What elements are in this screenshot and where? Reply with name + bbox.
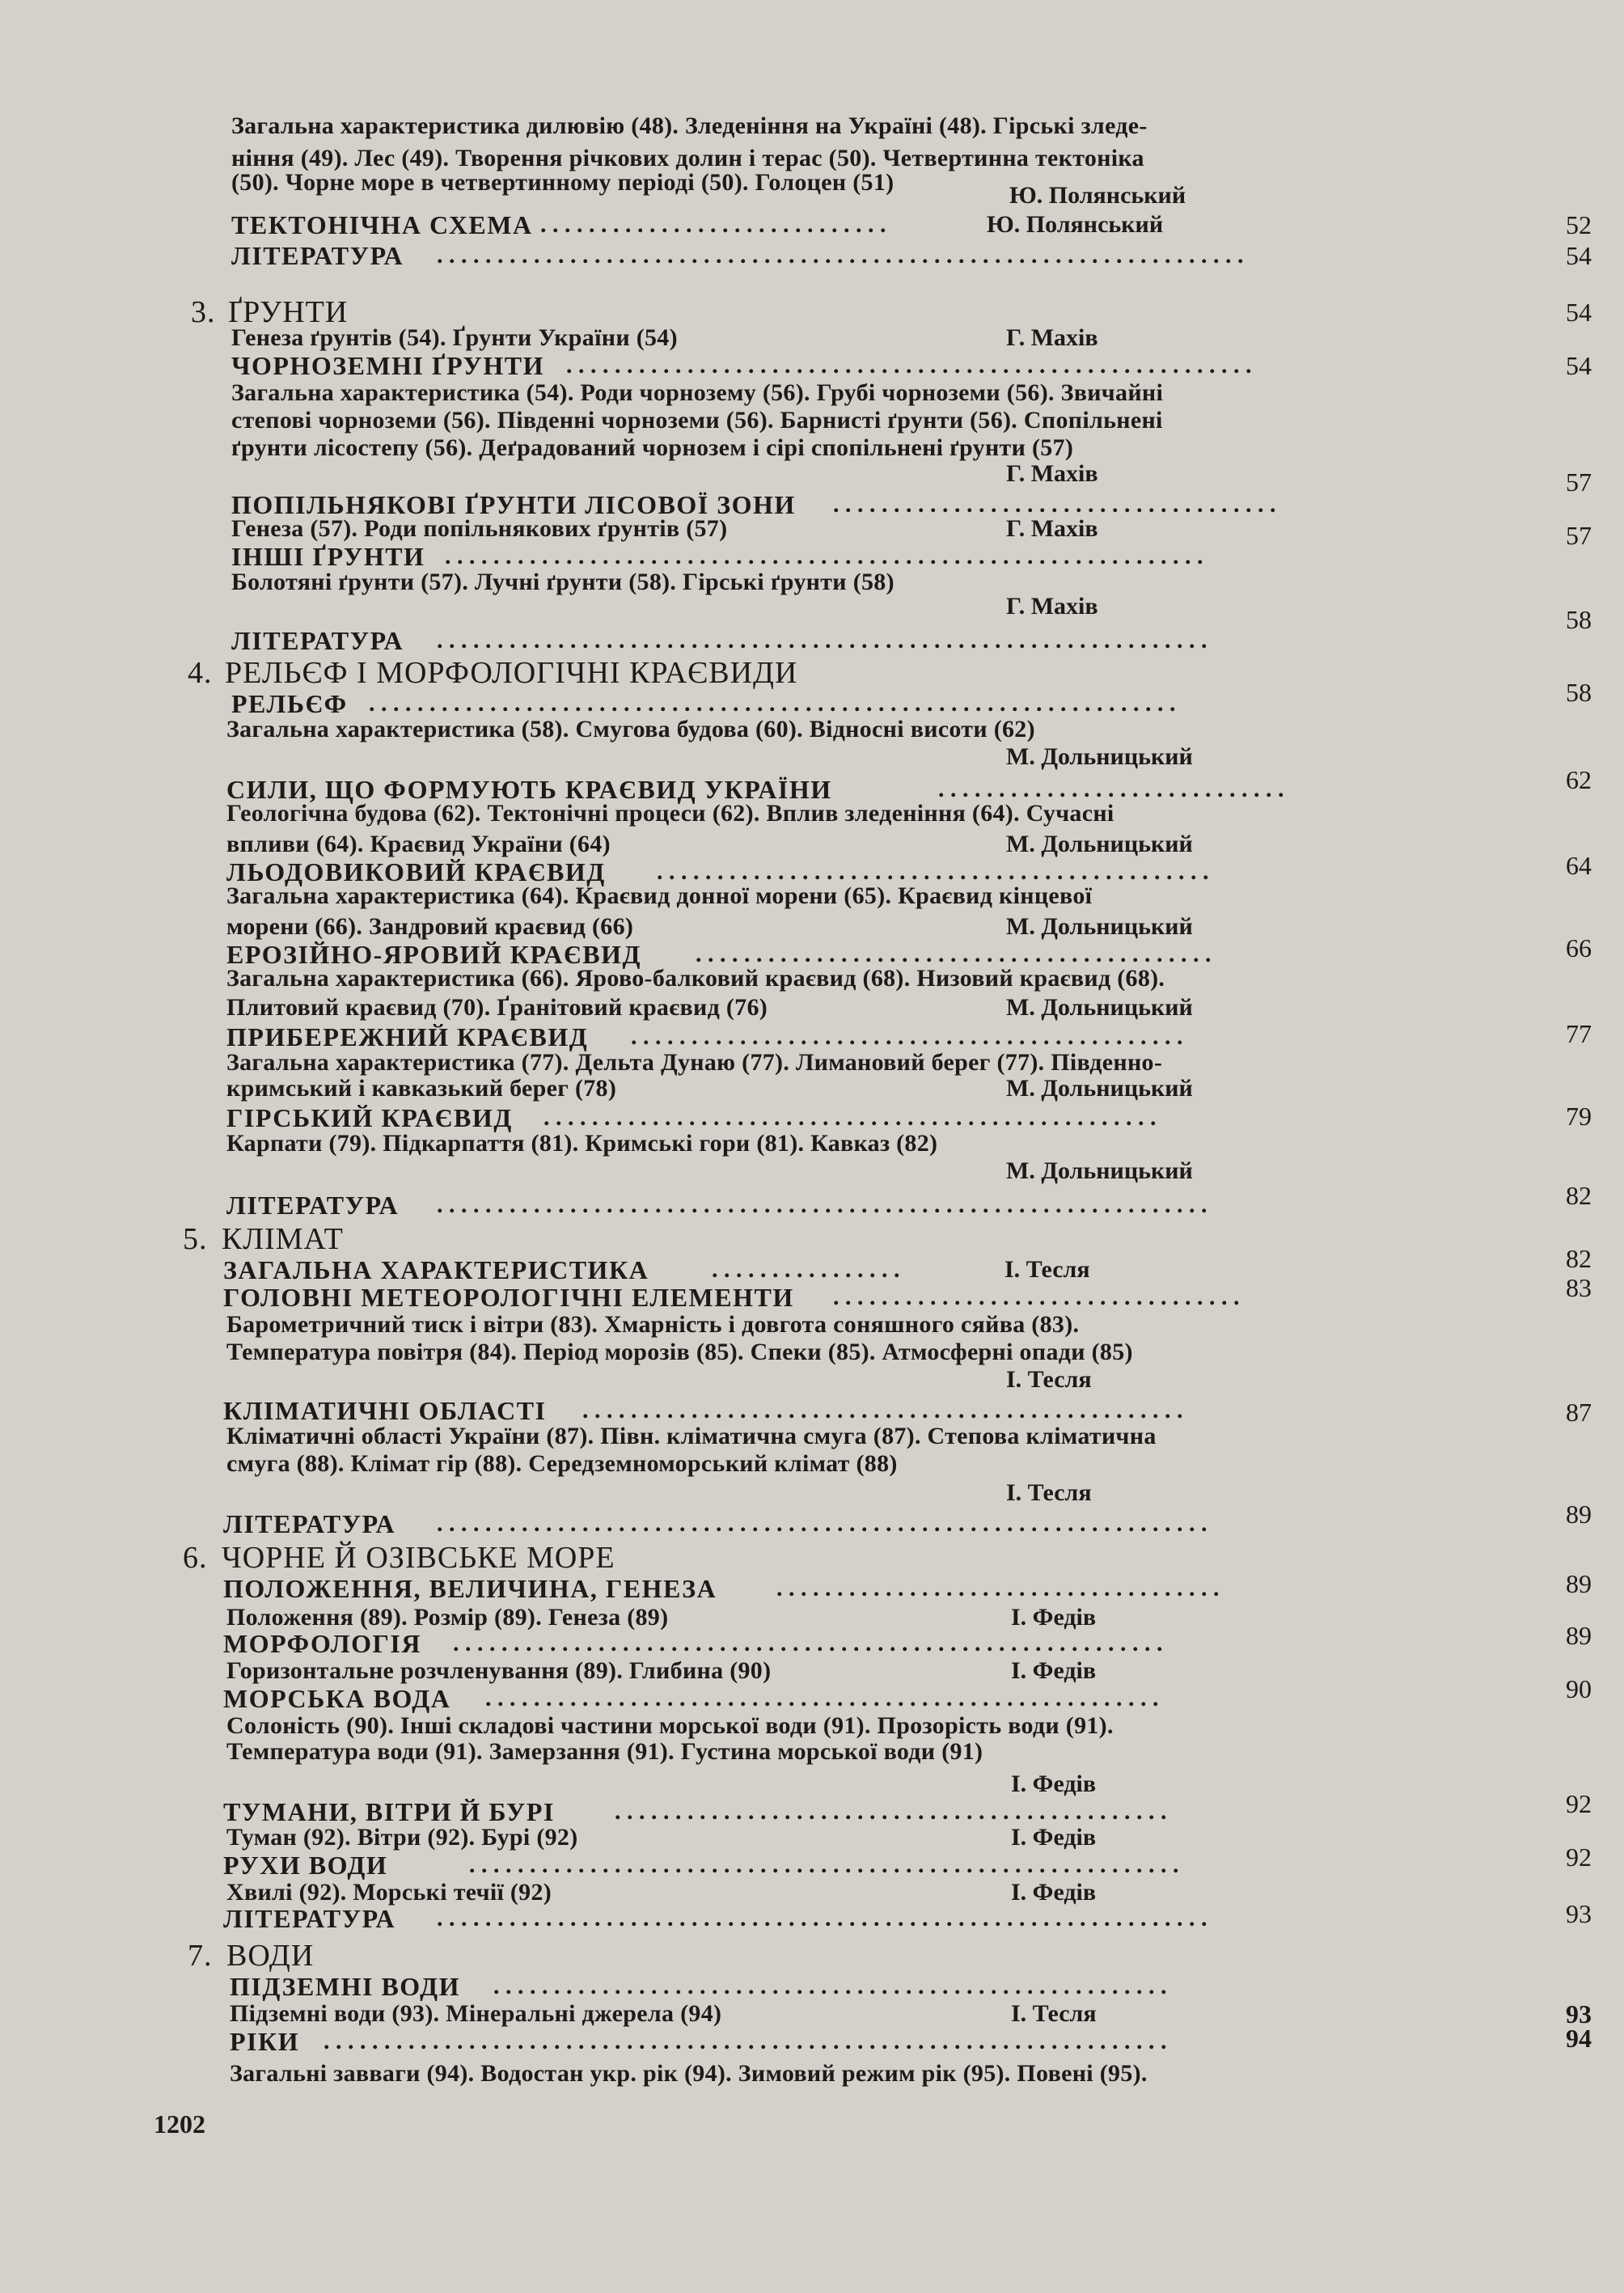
toc-text: Горизонтальне розчленування (89). Глибина (90) <box>226 1657 772 1684</box>
leader-dots: . . . . . . . . . . . . . . . . . . . . . . . . . . . . . . . . . . . . . . . . . . . . . . . . . . . . . . . . . . . . . . . . . . . . . . <box>324 2028 1167 2054</box>
toc-entry <box>0 239 1624 272</box>
toc-line <box>0 110 1624 142</box>
chapter-number: 4. <box>188 656 213 690</box>
leader-dots: . . . . . . . . . . . . . . . . . . . . . . . . . . . . . . . . . . . . . . . . . . . . . . . . . . . . . . . . . . . . . . . <box>445 543 1203 569</box>
leader-dots: . . . . . . . . . . . . . . . . . . . . . . . . . . . . . . . . . . . . . . . . . . . . . . . . . . . . . . . . . . . <box>469 1851 1179 1878</box>
toc-author: Ю. Полянський <box>987 211 1164 238</box>
leader-dots: . . . . . . . . . . . . . . . . . . . . . . . . . . . . . . . . . . . . . . . . . . . . . . . . . . . . . . . . <box>485 1685 1159 1711</box>
chapter-title: ЧОРНЕ Й ОЗІВСЬКЕ МОРЕ <box>222 1541 615 1575</box>
toc-entry-title: МОРСЬКА ВОДА <box>223 1684 451 1713</box>
toc-text: Загальна характеристика (54). Роди чорнозему (56). Грубі чорноземи (56). Звичайні <box>231 379 1164 406</box>
toc-entry-title: РІКИ <box>230 2027 300 2056</box>
toc-text: впливи (64). Краєвид України (64) <box>226 831 611 857</box>
toc-author: Г. Махів <box>1006 593 1098 620</box>
toc-page-number: 83 <box>1566 1273 1592 1302</box>
leader-dots: . . . . . . . . . . . . . . . . . . . . . . . . . . . . . . . . . . <box>833 1284 1240 1310</box>
toc-text: Загальна характеристика (64). Краєвид донної морени (65). Краєвид кінцевої <box>226 882 1093 909</box>
toc-entry-title: ТУМАНИ, ВІТРИ Й БУРІ <box>223 1797 555 1826</box>
toc-entry-title: МОРФОЛОГІЯ <box>223 1629 421 1658</box>
toc-entry-title: ТЕКТОНІЧНА СХЕМА <box>231 210 533 239</box>
toc-line <box>0 1736 1624 1768</box>
toc-page-number: 57 <box>1566 467 1592 497</box>
toc-page-number: 89 <box>1566 1500 1592 1529</box>
toc-entry <box>0 2025 1624 2058</box>
toc-entry-title: ЛІТЕРАТУРА <box>231 626 404 655</box>
toc-author: І. Тесля <box>1004 1256 1090 1283</box>
toc-page-number: 58 <box>1566 605 1592 634</box>
toc-entry-title: ПОПІЛЬНЯКОВІ ҐРУНТИ ЛІСОВОЇ ЗОНИ <box>231 490 796 519</box>
leader-dots: . . . . . . . . . . . . . . . . <box>712 1256 900 1283</box>
toc-entry-title: ЛІТЕРАТУРА <box>223 1509 396 1538</box>
toc-author: Г. Махів <box>1006 515 1098 542</box>
toc-page-number: 82 <box>1566 1244 1592 1273</box>
toc-entry-title: ІНШІ ҐРУНТИ <box>231 542 425 571</box>
toc-page-number: 52 <box>1566 210 1592 239</box>
leader-dots: . . . . . . . . . . . . . . . . . . . . . . . . . . . . . . . . . . . . . . . . . . . . . . . . . . <box>582 1397 1183 1424</box>
toc-entry-title: СИЛИ, ЩО ФОРМУЮТЬ КРАЄВИД УКРАЇНИ <box>226 775 832 804</box>
toc-entry <box>0 1902 1624 1935</box>
toc-text: смуга (88). Клімат гір (88). Середземноморський клімат (88) <box>226 1450 898 1477</box>
toc-text: Температура води (91). Замерзання (91). Густина морської води (91) <box>226 1738 983 1765</box>
toc-entry-title: ПІДЗЕМНІ ВОДИ <box>230 1972 460 2001</box>
toc-page-number: 92 <box>1566 1842 1592 1872</box>
toc-entry <box>0 624 1624 657</box>
toc-page-number: 82 <box>1566 1181 1592 1210</box>
toc-page-number: 58 <box>1566 678 1592 707</box>
toc-page-number: 94 <box>1566 2024 1592 2053</box>
chapter-title: КЛІМАТ <box>222 1222 344 1256</box>
toc-author: М. Дольницький <box>1006 831 1193 857</box>
toc-text: Загальна характеристика (66). Ярово-балковий краєвид (68). Низовий краєвид (68). <box>226 965 1165 992</box>
chapter-number: 5. <box>183 1222 208 1256</box>
toc-text: Карпати (79). Підкарпаття (81). Кримські гори (81). Кавказ (82) <box>226 1130 938 1157</box>
toc-text: Туман (92). Вітри (92). Бурі (92) <box>226 1824 578 1851</box>
leader-dots: . . . . . . . . . . . . . . . . . . . . . . . . . . . . . . . . . . . . . <box>833 491 1276 518</box>
toc-text: морени (66). Зандровий краєвид (66) <box>226 913 634 940</box>
leader-dots: . . . . . . . . . . . . . . . . . . . . . . . . . . . . . . . . . . . . . . . . . . . . . . . . . . . . . . . . <box>493 1973 1167 1999</box>
toc-text: степові чорноземи (56). Південні чорноземи (56). Барнисті ґрунти (56). Спопільнені <box>231 407 1163 434</box>
chapter-title: ҐРУНТИ <box>228 295 349 329</box>
leader-dots: . . . . . . . . . . . . . . . . . . . . . . . . . . . . . . . . . . . . . . . . . . . . . . . . . . . <box>543 1104 1157 1131</box>
page-number: 1202 <box>154 2109 205 2139</box>
toc-page-number: 66 <box>1566 933 1592 962</box>
toc-text: Кліматичні області України (87). Півн. кліматична смуга (87). Степова кліматична <box>226 1423 1157 1449</box>
toc-text: Барометричний тиск і вітри (83). Хмарність і довгота соняшного сяйва (83). <box>226 1311 1080 1338</box>
toc-author: І. Тесля <box>1006 1479 1092 1506</box>
toc-author: І. Федів <box>1011 1879 1097 1906</box>
toc-entry-title: РЕЛЬЄФ <box>231 689 348 718</box>
leader-dots: . . . . . . . . . . . . . . . . . . . . . . . . . . . . . . . . . . . . . . . . . . . . . . . . . . . . . . . . . . . . . . . . <box>437 627 1207 654</box>
leader-dots: . . . . . . . . . . . . . . . . . . . . . . . . . . . . . . . . . . . . . . . . . . . . . . . . . . . . . . . . . . . . . . . . <box>437 1905 1207 1931</box>
toc-text: Генеза (57). Роди попільнякових ґрунтів (57) <box>231 515 728 542</box>
toc-text: кримський і кавказький берег (78) <box>226 1075 617 1102</box>
toc-author: І. Федів <box>1011 1657 1097 1684</box>
toc-text: Хвилі (92). Морські течії (92) <box>226 1879 552 1906</box>
toc-text: Температура повітря (84). Період морозів (85). Спеки (85). Атмосферні опади (85) <box>226 1339 1133 1365</box>
toc-chapter <box>0 1940 1624 1972</box>
toc-page-number: 93 <box>1566 1999 1592 2029</box>
toc-entry-title: ЕРОЗІЙНО-ЯРОВИЙ КРАЄВИД <box>226 940 641 969</box>
leader-dots: . . . . . . . . . . . . . . . . . . . . . . . . . . . . . . . . . . . . . . . . . . . . . . <box>615 1798 1167 1825</box>
toc-author: Ю. Полянський <box>1009 182 1186 209</box>
leader-dots: . . . . . . . . . . . . . . . . . . . . . . . . . . . . . . . . . . . . . . . . . . . . . . . . . . . . . . . . . . . . . . . . <box>437 1510 1207 1537</box>
toc-entry-title: ЛІТЕРАТУРА <box>231 241 404 270</box>
toc-line <box>0 797 1624 830</box>
toc-entry-title: ПОЛОЖЕННЯ, ВЕЛИЧИНА, ГЕНЕЗА <box>223 1574 717 1603</box>
chapter-number: 6. <box>183 1541 208 1575</box>
leader-dots: . . . . . . . . . . . . . . . . . . . . . . . . . . . . . . . . . . . . . . . . . . . . . . . . . . . . . . . . . . . . . . . . <box>437 1191 1207 1218</box>
chapter-title: ВОДИ <box>226 1939 315 1973</box>
toc-entry <box>0 1572 1624 1605</box>
toc-line <box>0 2058 1624 2090</box>
toc-entry-title: РУХИ ВОДИ <box>223 1851 388 1880</box>
toc-line <box>0 962 1624 995</box>
toc-line <box>0 1448 1624 1480</box>
toc-author: М. Дольницький <box>1006 743 1193 770</box>
toc-page-number: 79 <box>1566 1102 1592 1131</box>
toc-author: М. Дольницький <box>1006 994 1193 1021</box>
leader-dots: . . . . . . . . . . . . . . . . . . . . . . . . . . . . . . . . . . . . . <box>776 1575 1220 1601</box>
toc-page-number: 54 <box>1566 241 1592 270</box>
toc-author: Г. Махів <box>1006 324 1098 351</box>
toc-entry-title: ЛІТЕРАТУРА <box>226 1191 400 1220</box>
toc-entry-title: ГОЛОВНІ МЕТЕОРОЛОГІЧНІ ЕЛЕМЕНТИ <box>223 1283 794 1312</box>
leader-dots: . . . . . . . . . . . . . . . . . . . . . . . . . . . . . . . . . . . . . . . . . . . . . . . . . . . . . . . . . . . <box>453 1630 1163 1656</box>
toc-author: Г. Махів <box>1006 460 1098 487</box>
chapter-number: 3. <box>191 295 216 329</box>
leader-dots: . . . . . . . . . . . . . . . . . . . . . . . . . . . . . . . . . . . . . . . . . . . . . . . . . . . . . . . . . . . . . . . . . . . <box>437 242 1244 269</box>
toc-author: І. Федів <box>1011 1771 1097 1797</box>
toc-page-number: 54 <box>1566 351 1592 380</box>
toc-text: Загальна характеристика (77). Дельта Дунаю (77). Лимановий берег (77). Південно- <box>226 1049 1163 1076</box>
toc-page-number: 64 <box>1566 851 1592 880</box>
toc-author: І. Федів <box>1011 1604 1097 1631</box>
toc-text: Загальні завваги (94). Водостан укр. рік (94). Зимовий режим рік (95). Повені (95). <box>230 2060 1148 2087</box>
toc-author: І. Тесля <box>1011 2000 1097 2027</box>
chapter-title: РЕЛЬЄФ І МОРФОЛОГІЧНІ КРАЄВИДИ <box>225 656 798 690</box>
leader-dots: . . . . . . . . . . . . . . . . . . . . . . . . . . . . . . . . . . . . . . . . . . . . . . <box>657 858 1209 885</box>
chapter-number: 7. <box>188 1939 213 1973</box>
toc-page-number: 57 <box>1566 521 1592 550</box>
toc-page-number: 89 <box>1566 1569 1592 1598</box>
toc-text: Загальна характеристика дилювію (48). Зледеніння на Україні (48). Гірські зледе- <box>231 112 1148 139</box>
toc-entry-title: ЗАГАЛЬНА ХАРАКТЕРИСТИКА <box>223 1255 649 1284</box>
toc-text: Підземні води (93). Мінеральні джерела (94) <box>230 2000 722 2027</box>
leader-dots: . . . . . . . . . . . . . . . . . . . . . . . . . . . . . <box>938 776 1284 802</box>
toc-line <box>0 180 1624 212</box>
toc-page-number: 93 <box>1566 1899 1592 1928</box>
toc-line <box>0 590 1624 634</box>
toc-text: ніння (49). Лес (49). Творення річкових долин і терас (50). Четвертинна тектоніка <box>231 145 1144 171</box>
toc-text: Генеза ґрунтів (54). Ґрунти України (54) <box>231 324 678 351</box>
toc-entry-title: ГІРСЬКИЙ КРАЄВИД <box>226 1103 513 1132</box>
toc-author: М. Дольницький <box>1006 1157 1193 1184</box>
toc-chapter <box>0 656 1624 707</box>
leader-dots: . . . . . . . . . . . . . . . . . . . . . . . . . . . . . . . . . . . . . . . . . . . . . . <box>631 1023 1183 1050</box>
toc-text: ґрунти лісостепу (56). Деґрадований чорнозем і сірі спопільнені ґрунти (57) <box>231 434 1074 461</box>
leader-dots: . . . . . . . . . . . . . . . . . . . . . . . . . . . . . <box>540 211 886 238</box>
toc-entry-title: ЛІТЕРАТУРА <box>223 1904 396 1933</box>
toc-author: І. Федів <box>1011 1824 1097 1851</box>
toc-entry-title: ЛЬОДОВИКОВИЙ КРАЄВИД <box>226 857 606 886</box>
toc-author: М. Дольницький <box>1006 913 1193 940</box>
toc-author: І. Тесля <box>1006 1366 1092 1393</box>
toc-text: Загальна характеристика (58). Смугова будова (60). Відносні висоти (62) <box>226 716 1035 742</box>
toc-line <box>0 880 1624 912</box>
toc-page-number: 90 <box>1566 1674 1592 1703</box>
toc-entry <box>0 1189 1624 1221</box>
toc-page-number: 77 <box>1566 1019 1592 1048</box>
toc-entry <box>0 209 1624 241</box>
toc-entry-title: ПРИБЕРЕЖНИЙ КРАЄВИД <box>226 1022 589 1051</box>
toc-text: Солоність (90). Інші складові частини морської води (91). Прозорість води (91). <box>226 1712 1114 1739</box>
toc-text: Плитовий краєвид (70). Ґранітовий краєвид (76) <box>226 994 768 1021</box>
leader-dots: . . . . . . . . . . . . . . . . . . . . . . . . . . . . . . . . . . . . . . . . . . . <box>696 941 1212 967</box>
toc-page-number: 89 <box>1566 1621 1592 1650</box>
toc-line <box>0 458 1624 497</box>
toc-text: Положення (89). Розмір (89). Генеза (89) <box>226 1604 669 1631</box>
toc-text: Болотяні ґрунти (57). Лучні ґрунти (58). Гірські ґрунти (58) <box>231 569 894 595</box>
leader-dots: . . . . . . . . . . . . . . . . . . . . . . . . . . . . . . . . . . . . . . . . . . . . . . . . . . . . . . . . . . . . . . . . . . . <box>369 690 1176 717</box>
toc-author: М. Дольницький <box>1006 1075 1193 1102</box>
toc-entry <box>0 1508 1624 1540</box>
toc-page-number: 62 <box>1566 765 1592 794</box>
leader-dots: . . . . . . . . . . . . . . . . . . . . . . . . . . . . . . . . . . . . . . . . . . . . . . . . . . . . . . . . . <box>566 352 1252 379</box>
toc-page-number: 92 <box>1566 1789 1592 1818</box>
toc-page-number: 87 <box>1566 1398 1592 1427</box>
toc-page-number: 54 <box>1566 298 1592 327</box>
toc-entry-title: КЛІМАТИЧНІ ОБЛАСТІ <box>223 1396 547 1425</box>
toc-text: Геологічна будова (62). Тектонічні процеси (62). Вплив зледеніння (64). Сучасні <box>226 800 1114 827</box>
toc-text: (50). Чорне море в четвертинному періоді (50). Голоцен (51) <box>231 169 894 196</box>
toc-entry-title: ЧОРНОЗЕМНІ ҐРУНТИ <box>231 351 544 380</box>
